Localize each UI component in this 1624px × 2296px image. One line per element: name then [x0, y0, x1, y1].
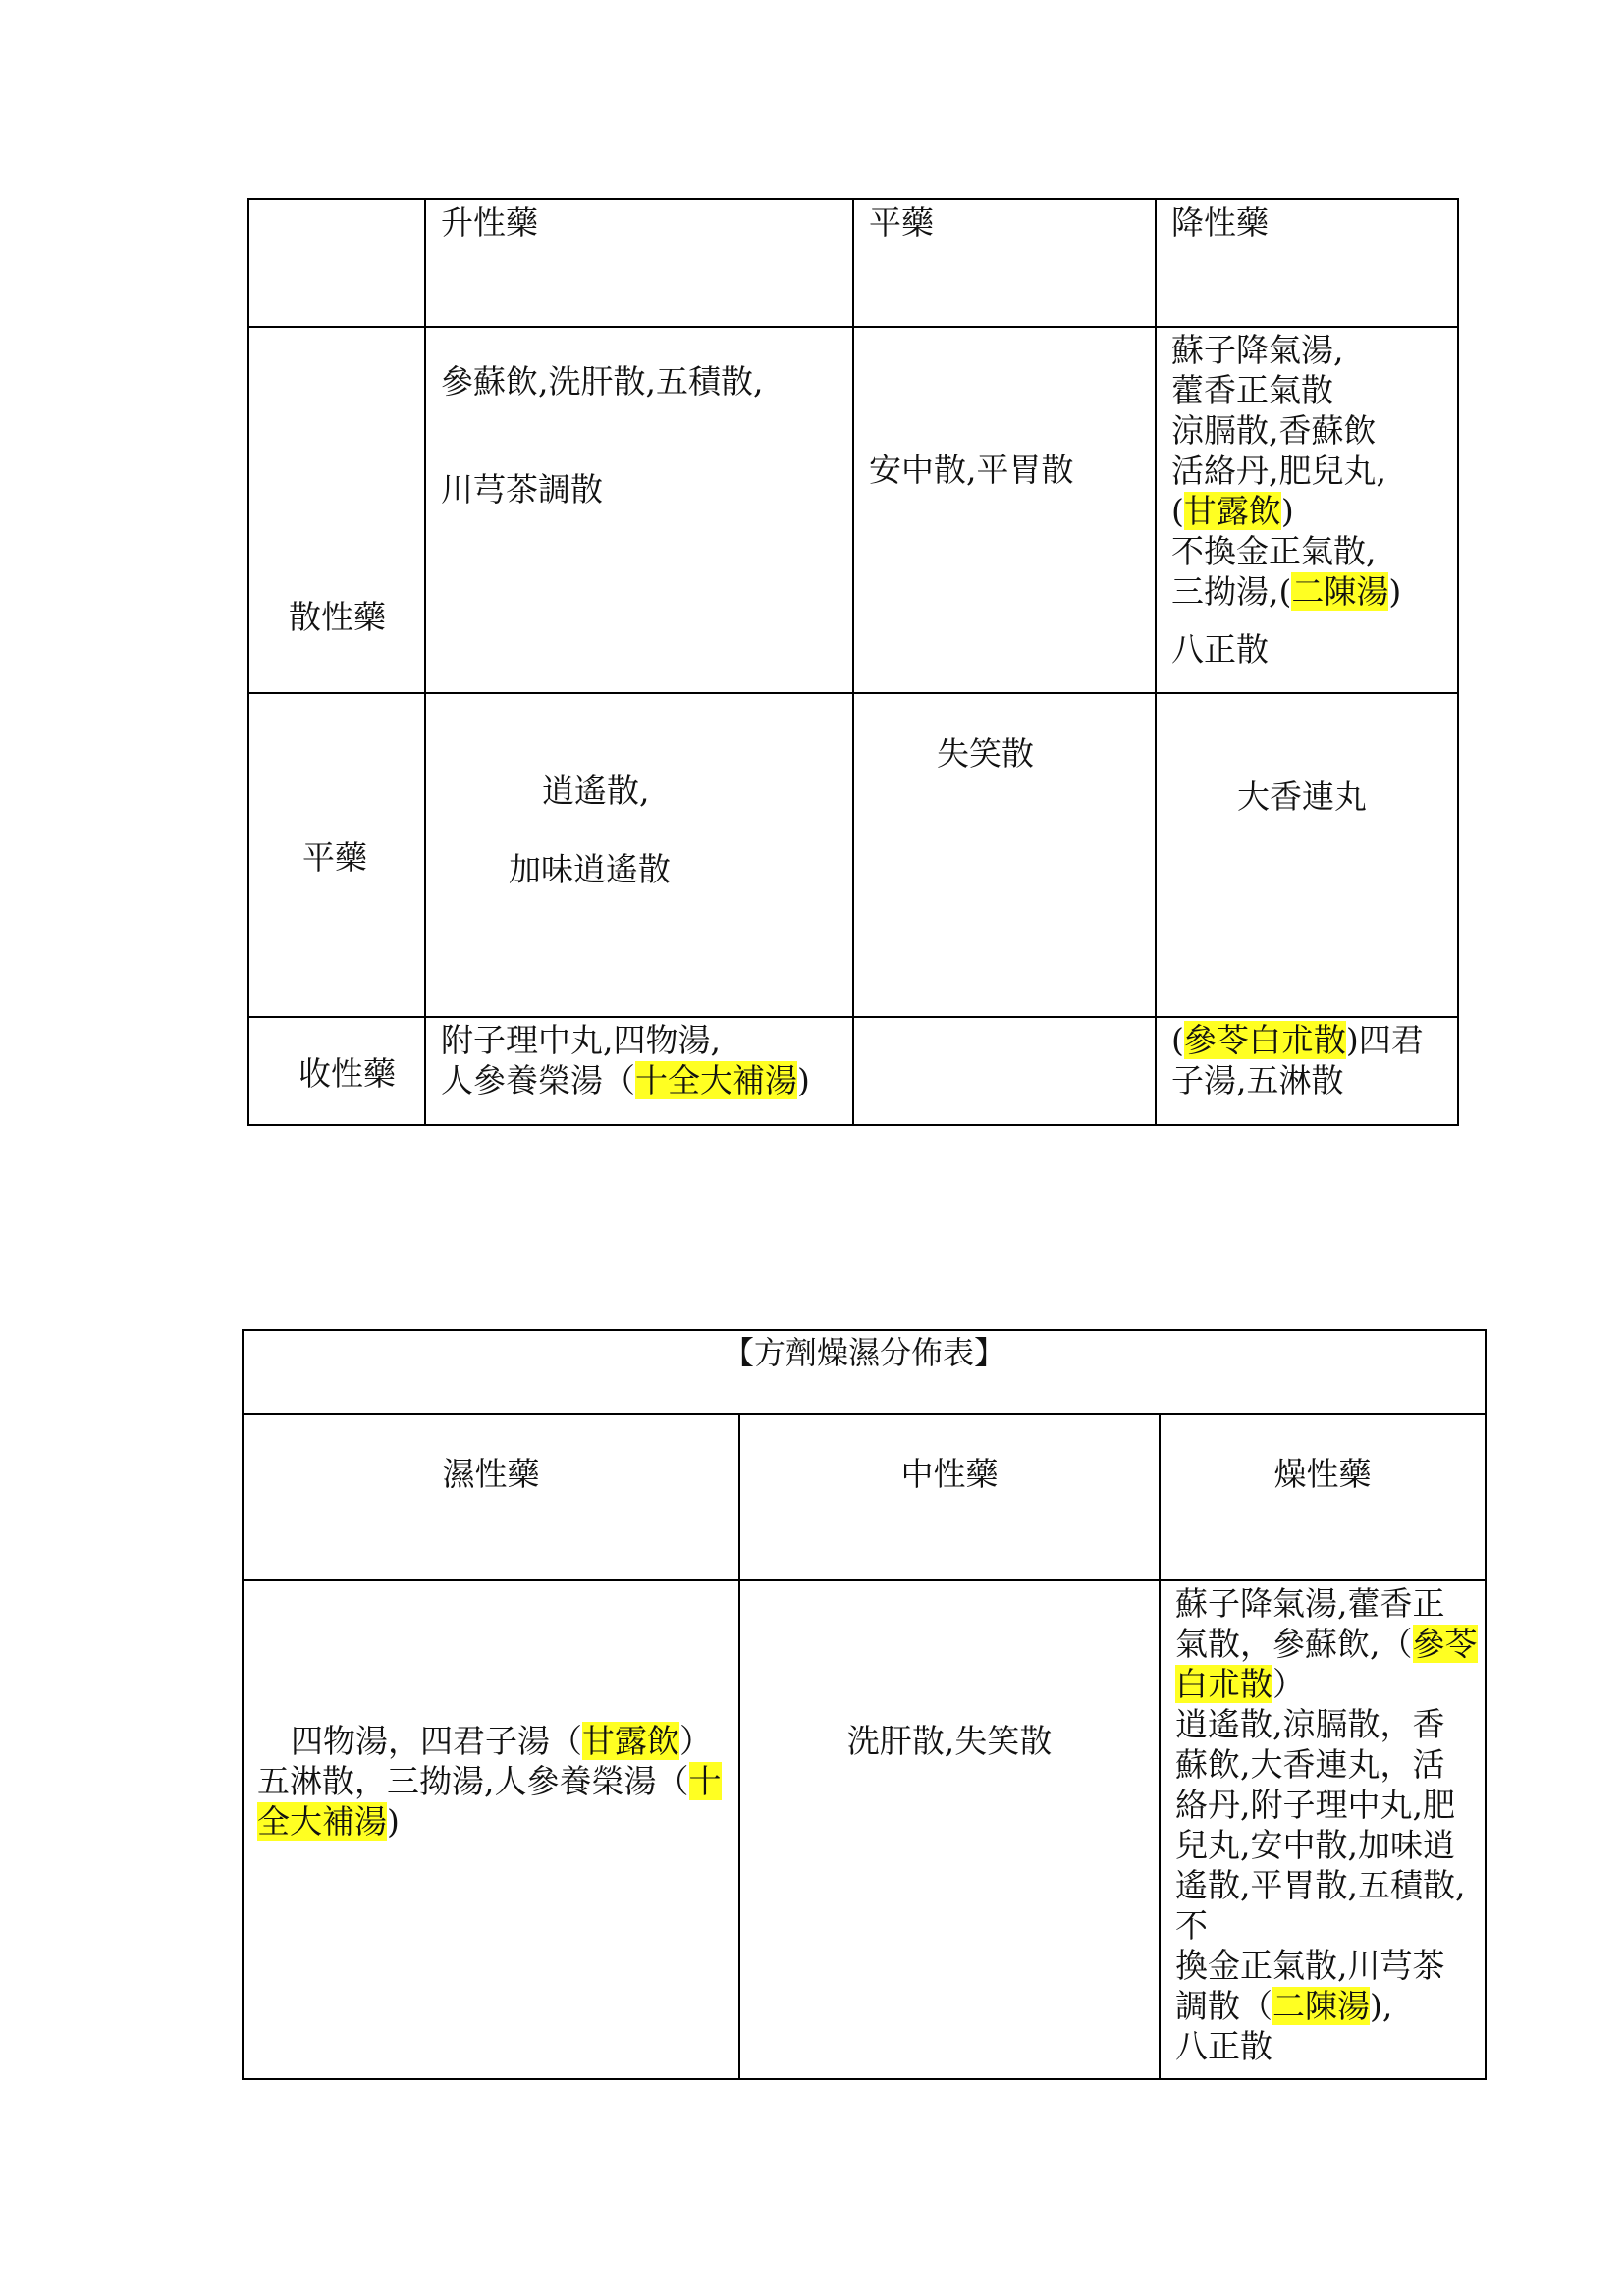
table2-title-row — [243, 1330, 1486, 1414]
table1-header-row — [248, 199, 1458, 327]
herb-rise-fall-table — [247, 198, 1459, 1126]
table2-header-wet: 濕性藥 — [243, 1414, 739, 1580]
table1-cell: (參苓白朮散)四君 子湯,五淋散 — [1156, 1017, 1458, 1125]
table2-header-middle: 中性藥 — [739, 1414, 1160, 1580]
highlight-formula: 全大補湯 — [257, 1802, 387, 1841]
table1-cell: 失笑散 — [853, 693, 1156, 1017]
table2-cell-dry: 蘇子降氣湯,藿香正 氣散，參蘇飲,（參苓 白朮散） 逍遙散,涼膈散，香 蘇飲,大香連丸，活 絡丹,附子理中丸,肥 兒丸,安中散,加味逍 遙散,平胃散,五積散, 不 換金正氣散,川芎茶 調散（二陳湯), 八正散 — [1160, 1580, 1486, 2079]
table1-row-astringe — [248, 1017, 1458, 1125]
table1-header-rise: 升性藥 — [425, 199, 853, 327]
highlight-formula: 甘露飲 — [582, 1722, 679, 1760]
table2-cell-middle: 洗肝散,失笑散 — [739, 1580, 1160, 2079]
table1-cell-empty — [853, 1017, 1156, 1125]
table2-cell-wet: 四物湯，四君子湯（甘露飲） 五淋散，三拗湯,人參養榮湯（十 全大補湯) — [243, 1580, 739, 2079]
table1-corner-cell — [248, 199, 425, 327]
highlight-formula: 白朮散 — [1175, 1665, 1272, 1703]
herb-dry-wet-table — [242, 1329, 1487, 2080]
table1-row-disperse — [248, 327, 1458, 693]
table1-cell: 參蘇飲,洗肝散,五積散, 川芎茶調散 — [425, 327, 853, 693]
highlight-formula: 二陳湯 — [1272, 1987, 1370, 2025]
table1-row-label: 收性藥 — [248, 1017, 425, 1125]
highlight-formula: 十 — [688, 1762, 722, 1800]
highlight-formula: 二陳湯 — [1291, 572, 1389, 611]
table1-row-label: 散性藥 — [248, 327, 425, 693]
table2-header-row — [243, 1414, 1486, 1580]
table1-header-fall: 降性藥 — [1156, 199, 1458, 327]
highlight-formula: 甘露飲 — [1183, 492, 1281, 530]
table1-cell: 附子理中丸,四物湯, 人參養榮湯（十全大補湯) — [425, 1017, 853, 1125]
table1-cell: 蘇子降氣湯, 藿香正氣散 涼膈散,香蘇飲 活絡丹,肥兒丸, (甘露飲) 不換金正氣散, 三拗湯,(二陳湯) 八正散 — [1156, 327, 1458, 693]
table2-body-row — [243, 1580, 1486, 2079]
table2-header-dry: 燥性藥 — [1160, 1414, 1486, 1580]
table1-cell: 安中散,平胃散 — [853, 327, 1156, 693]
table1-cell: 逍遙散, 加味逍遙散 — [425, 693, 853, 1017]
table2-title: 【方劑燥濕分佈表】 — [243, 1330, 1486, 1414]
table1-row-neutral — [248, 693, 1458, 1017]
highlight-formula: 參苓白朮散 — [1183, 1021, 1346, 1059]
highlight-formula: 十全大補湯 — [635, 1061, 797, 1099]
table1-cell: 大香連丸 — [1156, 693, 1458, 1017]
highlight-formula: 參苓 — [1412, 1625, 1478, 1663]
table1-row-label: 平藥 — [248, 693, 425, 1017]
table1-header-neutral: 平藥 — [853, 199, 1156, 327]
